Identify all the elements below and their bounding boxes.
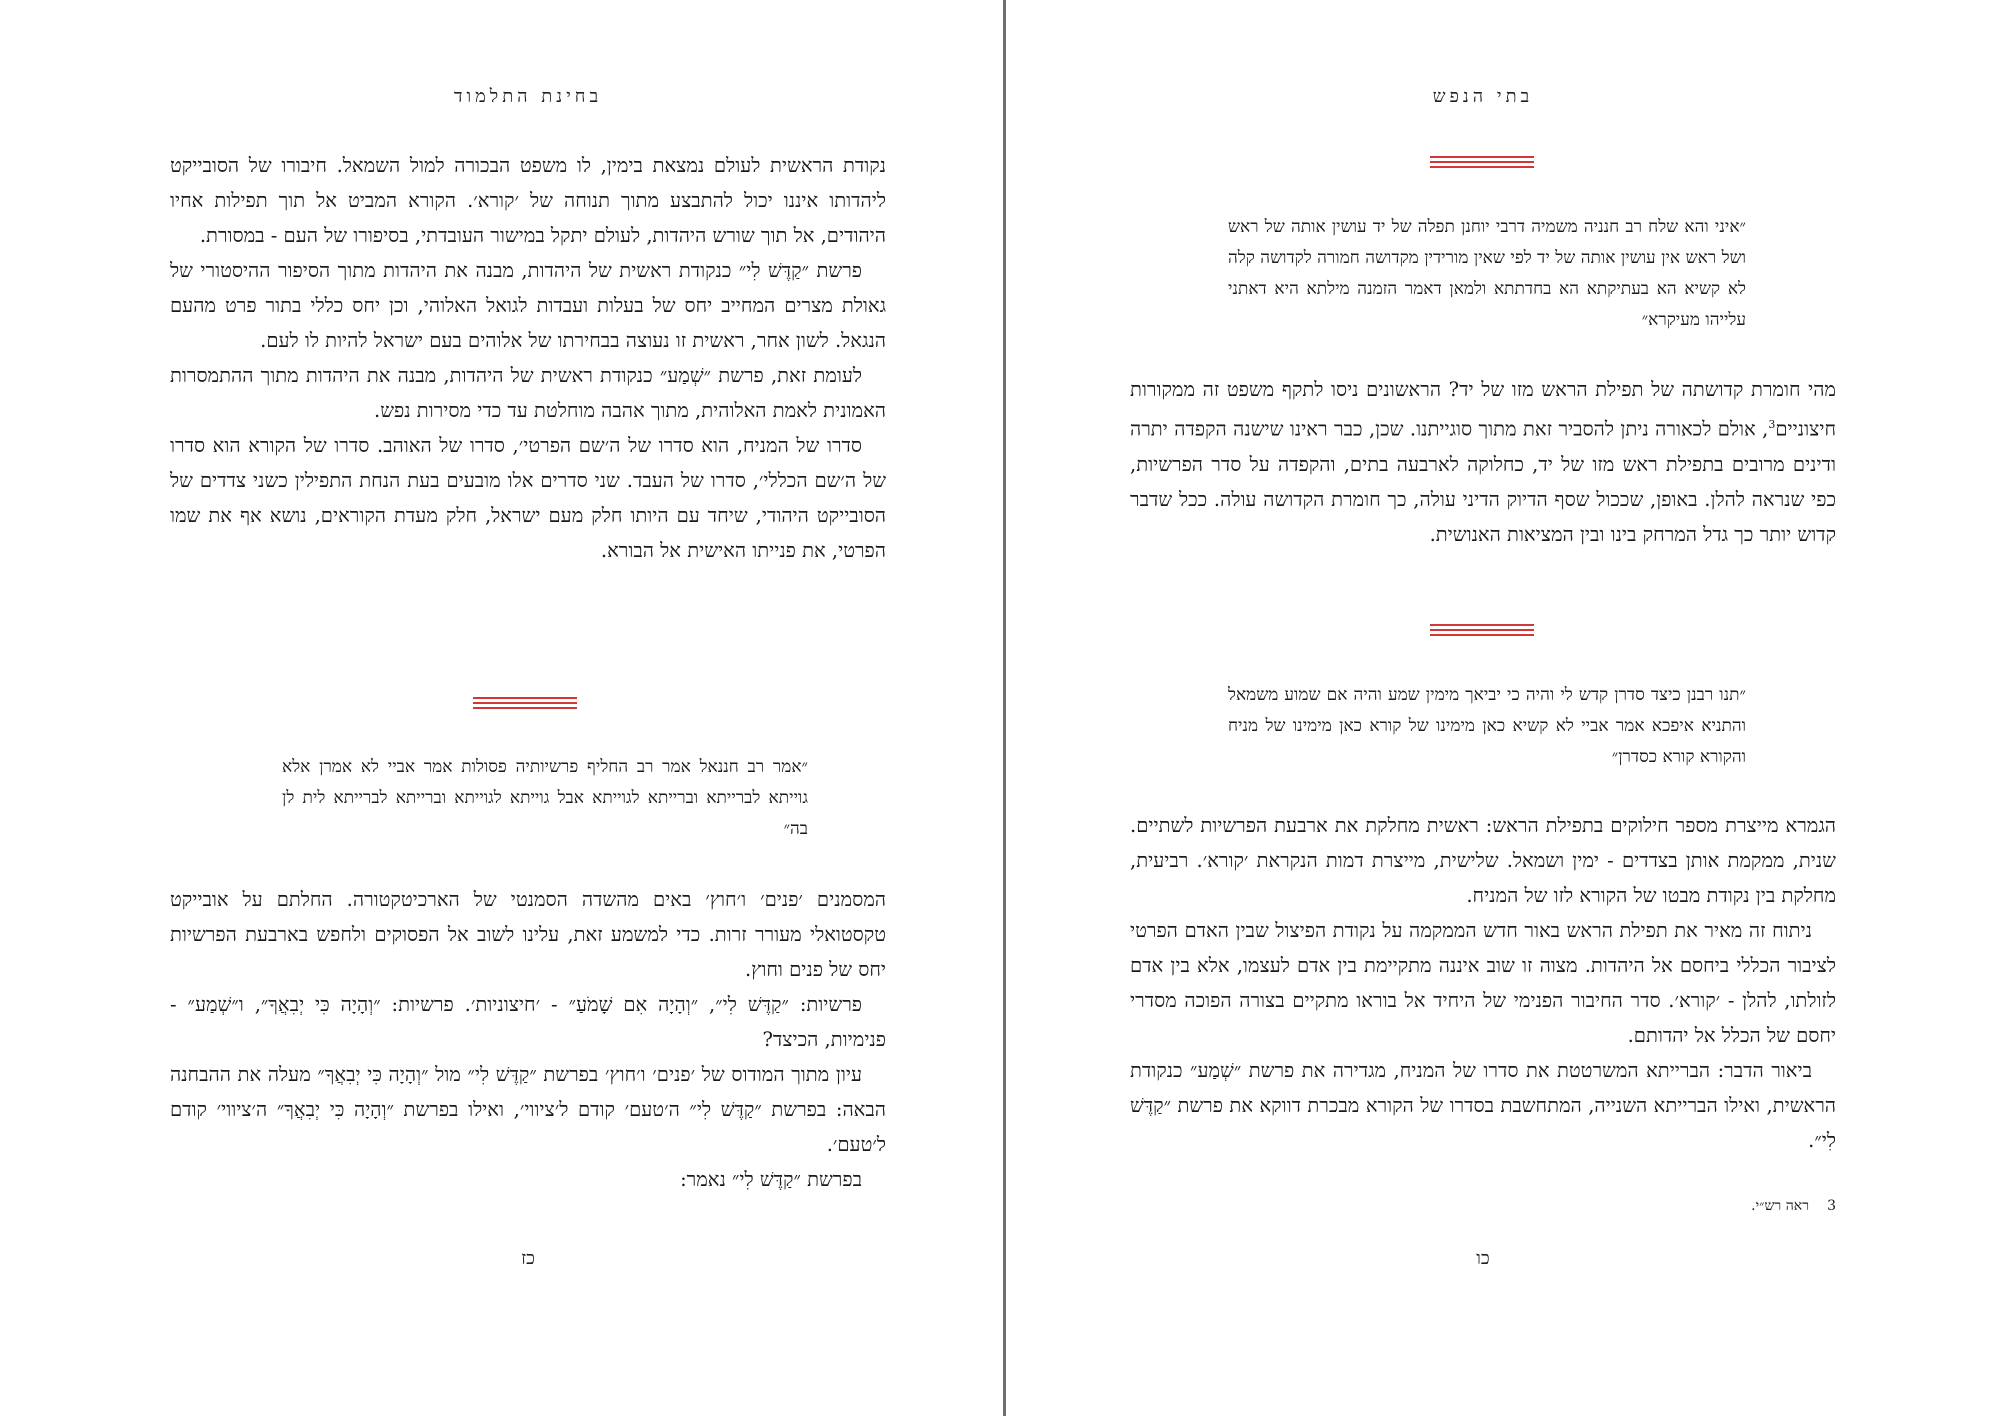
section-divider-ornament [473,697,577,711]
left-page [170,0,886,1416]
talmud-quote: ״תנו רבנן כיצד סדרן קדש לי והיה כי יביאך מימין שמע והיה אם שמוע משמאל והתניא איפכא אמר אביי לא קשיא כאן מימינו של קורא כאן מימינו של מניח והקורא קורא כסדרן״ [1228,685,1746,767]
footnote [1751,1196,1836,1216]
paragraph: עיון מתוך המודוס של ׳פנים׳ ו׳חוץ׳ בפרשת ״קַדֶּשׁ לִי״ מול ״וְהָיָה כִּי יְבִאֲךָ״ מעלה את ההבחנה הבאה: בפרשת ״קַדֶּשׁ לִי״ ה׳טעם׳ קודם ל׳ציווי׳, ואילו בפרשת ״וְהָיָה כִּי יְבִאֲךָ״ ה׳ציווי׳ קודם ל׳טעם׳. [170,1063,886,1156]
paragraph: סדרו של המניח, הוא סדרו של ה׳שם הפרטי׳, סדרו של האוהב. סדרו של הקורא הוא סדרו של ה׳שם הכללי׳, סדרו של העבד. שני סדרים אלו מובעים בעת הנחת התפילין כשני צדדים של הסובייקט היהודי, שיחד עם היותו חלק מעם ישראל, חלק מעדת הקוראים, נושא אף את שמו הפרטי, את פנייתו האישית אל הבורא. [170,434,886,562]
paragraph: מהי חומרת קדושתה של תפילת הראש מזו של יד? הראשונים ניסו לתקף משפט זה ממקורות חיצוניים$^3$, אולם לכאורה ניתן להסביר זאת מתוך סוגייתנו. שכן, כבר ראינו שישנה הקפדה יתרה ודינים מרובים בתפילת ראש מזו של יד, כחלוקה לארבעה בתים, והקפדה על סדר הפרשיות, כפי שנראה להלן. באופן, שככול שסף הדיוק הדיני עולה, כך חומרת הקדושה עולה. ככל שדבר קדוש יותר כך גדל המרחק בינו ובין המציאות האנושית. [1130,378,1836,546]
paragraph: בפרשת ״קַדֶּשׁ לִי״ נאמר: [680,1168,862,1191]
paragraph: הגמרא מייצרת מספר חילוקים בתפילת הראש: ראשית מחלקת את ארבעת הפרשיות לשתיים. שנית, ממקמת אותן בצדדים - ימין ושמאל. שלישית, מייצרת דמות הנקראת ׳קורא׳. רביעית, מחלקת בין נקודת מבטו של הקורא לזו של המניח. [1130,814,1836,907]
body-text-bottom [170,882,886,1197]
body-text-bottom [1130,808,1836,1158]
paragraph: פרשיות: ״קַדֶּשׁ לִי״, ״וְהָיָה אִם שָׁמֹעַ״ - ׳חיצוניות׳. פרשיות: ״וְהָיָה כִּי יְבִאֲךָ״, ו״שְׁמַע״ - פנימיות, הכיצד? [170,993,886,1051]
footnote-text: ראה רש״י. [1751,1198,1810,1214]
paragraph: המסמנים ׳פנים׳ ו׳חוץ׳ באים מהשדה הסמנטי של הארכיטקטורה. החלתם על אובייקט טקסטואלי מעורר זרות. כדי למשמע זאת, עלינו לשוב אל הפסוקים ולחפש בארבעת הפרשיות יחס של פנים וחוץ. [170,888,886,981]
running-head: בתי הנפש [1432,86,1534,107]
running-head: בחינת התלמוד [453,86,603,107]
section-divider-ornament [1430,156,1534,170]
body-text-top [170,148,886,568]
footnote-marker: 3 [1768,418,1776,431]
paragraph: נקודת הראשית לעולם נמצאת בימין, לו משפט הבכורה למול השמאל. חיבורו של הסובייקט ליהדותו איננו יכול להתבצע מתוך תנוחה של ׳קורא׳. הקורא המביט אל תוך תפילות אחיו היהודים, אל תוך שורש היהדות, לעולם יתקל במישור העובדתי, בסיפורו של העם - במסורת. [170,154,886,247]
talmud-quote: ״איני והא שלח רב חנניה משמיה דרבי יוחנן תפלה של יד עושין אותה של ראש ושל ראש אין עושין אותה של יד לפי שאין מורידין מקדושה חמורה לקדושה קלה לא קשיא הא בעתיקתא הא בחדתתא ולמאן דאמר הזמנה מילתא היא דאתני עלייהו מעיקרא״ [1228,217,1746,330]
paragraph: פרשת ״קַדֶּשׁ לִי״ כנקודת ראשית של היהדות, מבנה את היהדות מתוך הסיפור ההיסטורי של גאולת מצרים המחייב יחס של בעלות ועבדות לגואל האלוהי, וכן יחס כללי בתור פרט מהעם הנגאל. לשון אחר, ראשית זו נעוצה בבחירתו של אלוהים בעם ישראל להיות לו לעם. [170,259,886,352]
book-spine [1003,0,1006,1416]
section-divider-ornament [1430,624,1534,638]
paragraph: לעומת זאת, פרשת ״שְׁמַע״ כנקודת ראשית של היהדות, מבנה את היהדות מתוך ההתמסרות האמונית לאמת האלוהית, מתוך אהבה מוחלטת עד כדי מסירות נפש. [170,364,886,422]
body-text-top [1130,372,1836,552]
paragraph: ניתוח זה מאיר את תפילת הראש באור חדש הממקמה על נקודת הפיצול שבין האדם הפרטי לציבור הכללי ביחסם אל היהדות. מצוה זו שוב איננה מתקיימת בין אדם לעצמו, אלא בין אדם לזולתו, להלן - ׳קורא׳. סדר החיבור הפנימי של היחיד אל בוראו מתקיים בצורה הפוכה מסדרי יחסם של הכלל אל יהדותם. [1130,919,1836,1047]
page-number: כז [521,1248,535,1269]
page-number: כו [1476,1248,1490,1269]
footnote-number: 3 [1827,1198,1836,1214]
talmud-quote: ״אמר רב חננאל אמר רב החליף פרשיותיה פסולות אמר אביי לא אמרן אלא גוייתא לברייתא וברייתא לגוייתא אבל גוייתא לגוייתא וברייתא לברייתא לית לן בה״ [282,757,808,839]
right-page [1130,0,1836,1416]
paragraph: ביאור הדבר: הברייתא המשרטטת את סדרו של המניח, מגדירה את פרשת ״שְׁמַע״ כנקודת הראשית, ואילו הברייתא השנייה, המתחשבת בסדרו של הקורא מבכרת דווקא את פרשת ״קַדֶּשׁ לִי״. [1130,1059,1836,1152]
